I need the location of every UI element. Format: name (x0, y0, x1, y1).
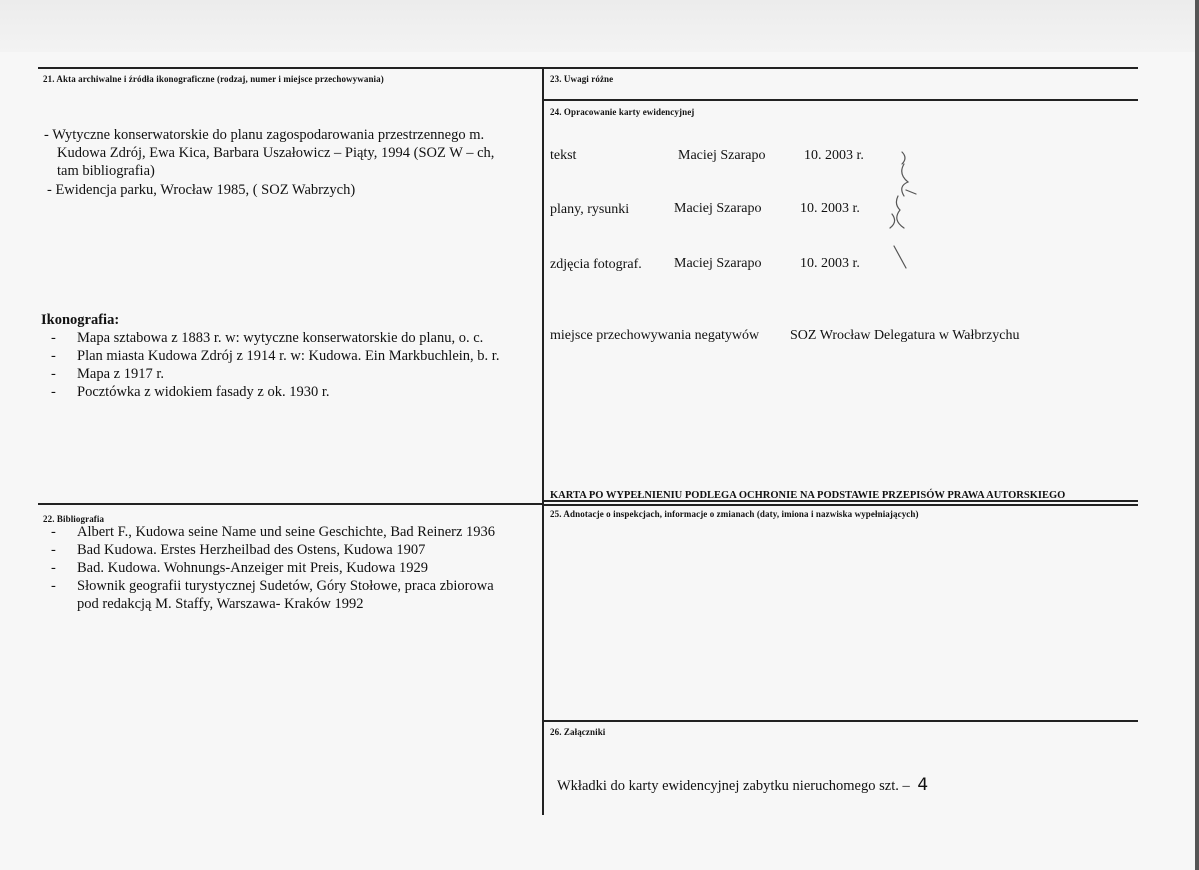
row-date-photos: 10. 2003 r. (800, 256, 860, 271)
archive-line: - Wytyczne konserwatorskie do planu zagospodarowania przestrzennego m. (44, 127, 485, 143)
row-label-plans: plany, rysunki (550, 202, 630, 217)
handwritten-count: 4 (917, 775, 929, 795)
iconography-title: Ikonografia: (41, 312, 120, 328)
copyright-note: KARTA PO WYPEŁNIENIU PODLEGA OCHRONIE NA PODSTAWIE PRZEPISÓW PRAWA AUTORSKIEGO (550, 490, 1066, 501)
list-item: - Bad Kudowa. Erstes Herzheilbad des Ostens, Kudowa 1907 (51, 542, 426, 558)
list-item: - Bad. Kudowa. Wohnungs-Anzeiger mit Preis, Kudowa 1929 (51, 560, 428, 576)
column-divider (542, 67, 544, 815)
row-name-plans: Maciej Szarapo (674, 201, 762, 216)
row-name-text: Maciej Szarapo (678, 148, 766, 163)
scan-top-edge (0, 0, 1199, 52)
list-item: - Mapa sztabowa z 1883 r. w: wytyczne konserwatorskie do planu, o. c. (51, 330, 484, 346)
row-date-plans: 10. 2003 r. (800, 201, 860, 216)
s24-header: 24. Opracowanie karty ewidencyjnej (550, 107, 695, 117)
archive-line: tam bibliografia) (57, 163, 155, 179)
row-date-text: 10. 2003 r. (804, 148, 864, 163)
list-item: - Słownik geografii turystycznej Sudetów, Góry Stołowe, praca zbiorowa pod redakcją M. Staffy, Warszawa- Kraków 1992 (51, 578, 494, 612)
archive-line: - Ewidencja parku, Wrocław 1985, ( SOZ Wabrzych) (47, 182, 356, 198)
s21-header: 21. Akta archiwalne i źródła ikonograficzne (rodzaj, numer i miejsce przechowywania) (43, 74, 384, 84)
top-border-line (38, 67, 1138, 69)
s22-header: 22. Bibliografia (43, 514, 105, 524)
scan-right-edge (1195, 0, 1199, 870)
archive-line: Kudowa Zdrój, Ewa Kica, Barbara Uszałowicz – Piąty, 1994 (SOZ W – ch, (57, 145, 495, 161)
s25-header: 25. Adnotacje o inspekcjach, informacje o zmianach (daty, imiona i nazwiska wypełniających) (550, 509, 919, 519)
list-item: - Albert F., Kudowa seine Name und seine Geschichte, Bad Reinerz 1936 (51, 524, 496, 540)
row-name-photos: Maciej Szarapo (674, 256, 762, 271)
list-item: - Plan miasta Kudowa Zdrój z 1914 r. w: Kudowa. Ein Markbuchlein, b. r. (51, 348, 500, 364)
list-item: - Mapa z 1917 r. (51, 366, 164, 382)
negatives-label: miejsce przechowywania negatywów (550, 328, 760, 343)
s25-top-line (543, 504, 1138, 506)
negatives-place: SOZ Wrocław Delegatura w Wałbrzychu (790, 328, 1020, 343)
s26-header: 26. Załączniki (550, 727, 606, 737)
attachments-label: Wkładki do karty ewidencyjnej zabytku nieruchomego szt. – (557, 778, 910, 794)
s24-top-line (543, 99, 1138, 101)
attachments-text (557, 776, 928, 795)
handwritten-signature (880, 150, 920, 270)
row-label-photos: zdjęcia fotograf. (550, 257, 642, 272)
s21-bottom-line (38, 503, 543, 505)
iconography-list (41, 329, 499, 401)
list-item: - Pocztówka z widokiem fasady z ok. 1930 r. (51, 384, 330, 400)
bibliography-list (41, 523, 495, 613)
s26-top-line (543, 720, 1138, 722)
row-label-text: tekst (550, 148, 577, 163)
s23-header: 23. Uwagi różne (550, 74, 614, 84)
